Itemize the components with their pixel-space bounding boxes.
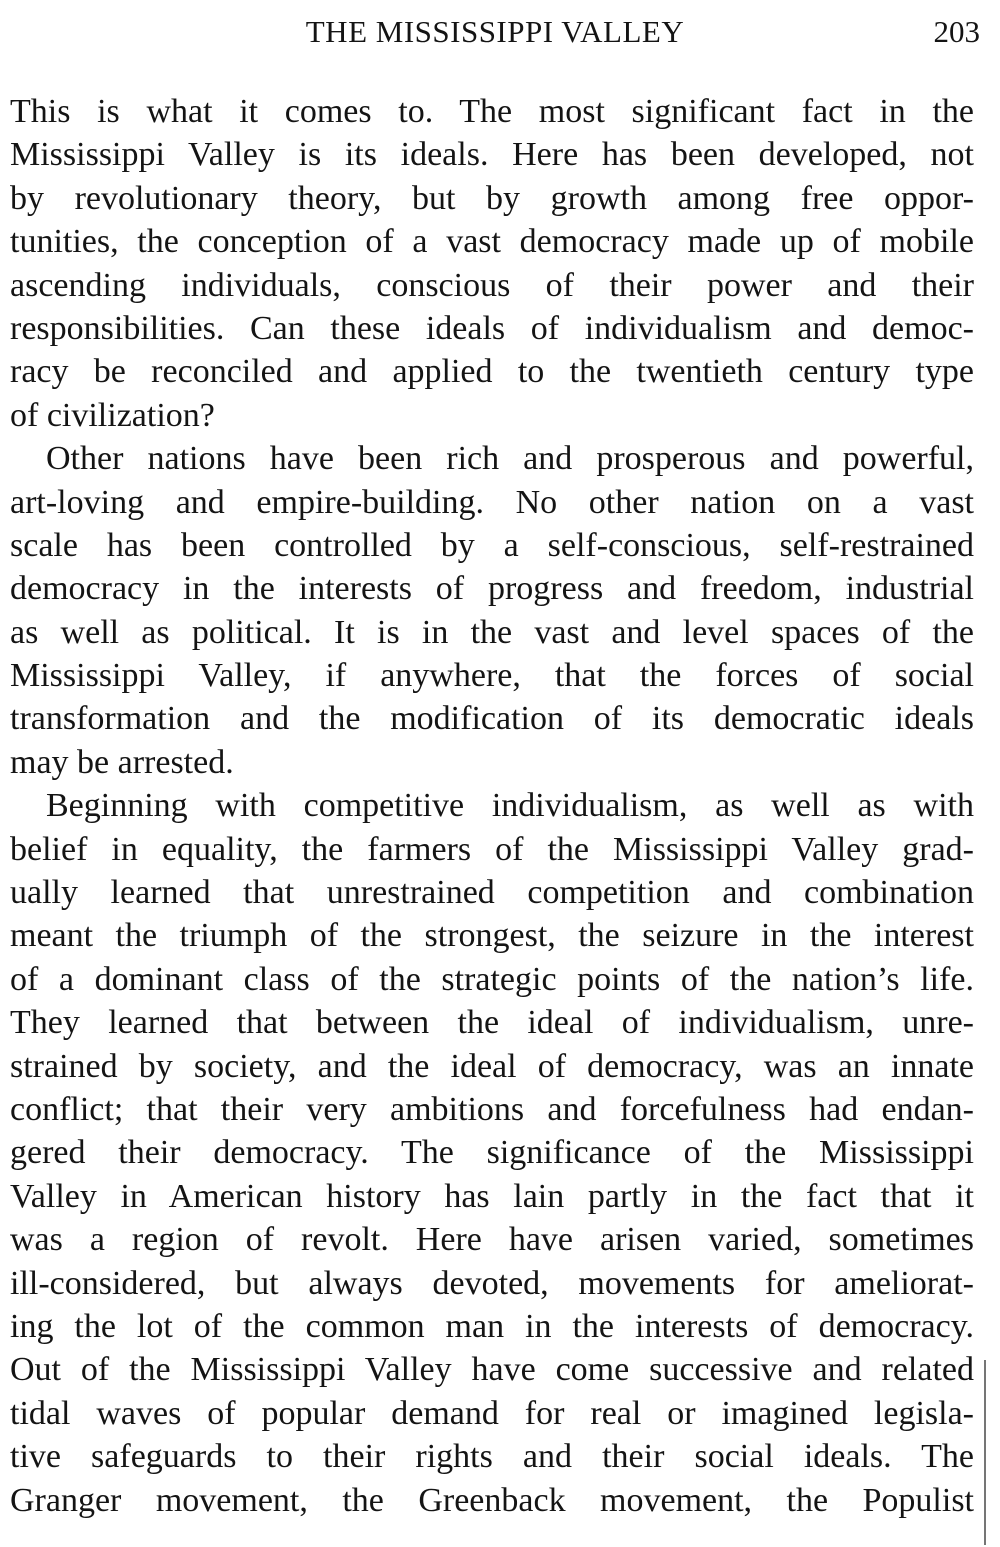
text-line: tunities, the conception of a vast democracy made up of mobile	[10, 223, 974, 261]
text-line: by revolutionary theory, but by growth among free oppor-	[10, 179, 974, 217]
text-line: ing the lot of the common man in the interests of democracy.	[10, 1307, 974, 1345]
text-line: transformation and the modification of its democratic ideals	[10, 700, 974, 738]
body-text	[10, 90, 974, 1522]
text-line: art-loving and empire-building. No other nation on a vast	[10, 483, 974, 521]
text-line: as well as political. It is in the vast and level spaces of the	[10, 613, 974, 651]
text-line: Out of the Mississippi Valley have come successive and related	[10, 1351, 974, 1389]
text-line: scale has been controlled by a self-conscious, self-restrained	[10, 526, 974, 564]
text-line: ill-considered, but always devoted, movements for ameliorat-	[10, 1264, 974, 1302]
text-line: Other nations have been rich and prosperous and powerful,	[46, 440, 974, 478]
text-line: Beginning with competitive individualism, as well as with	[46, 787, 974, 825]
text-line: conflict; that their very ambitions and forcefulness had endan-	[10, 1090, 974, 1128]
text-line: strained by society, and the ideal of democracy, was an innate	[10, 1047, 974, 1085]
text-line: democracy in the interests of progress and freedom, industrial	[10, 570, 974, 608]
text-line: responsibilities. Can these ideals of individualism and democ-	[10, 309, 974, 347]
text-line: Mississippi Valley, if anywhere, that the forces of social	[10, 657, 974, 695]
text-line: gered their democracy. The significance of the Mississippi	[10, 1134, 974, 1172]
text-line: tive safeguards to their rights and their social ideals. The	[10, 1438, 974, 1476]
running-head	[10, 10, 980, 54]
text-line: was a region of revolt. Here have arisen varied, sometimes	[10, 1221, 974, 1259]
text-line: ually learned that unrestrained competition and combination	[10, 874, 974, 912]
text-line: may be arrested.	[10, 743, 234, 781]
text-line: Granger movement, the Greenback movement, the Populist	[10, 1481, 974, 1519]
text-line: of civilization?	[10, 396, 215, 434]
text-line: They learned that between the ideal of individualism, unre-	[10, 1004, 974, 1042]
text-line: of a dominant class of the strategic points of the nation’s life.	[10, 960, 974, 998]
text-line: tidal waves of popular demand for real or imagined legisla-	[10, 1394, 974, 1432]
text-line: ascending individuals, conscious of their power and their	[10, 266, 974, 304]
text-line: Mississippi Valley is its ideals. Here has been developed, not	[10, 136, 974, 174]
text-line: This is what it comes to. The most significant fact in the	[10, 93, 974, 130]
running-title: THE MISSISSIPPI VALLEY	[305, 14, 685, 49]
text-line: meant the triumph of the strongest, the seizure in the interest	[10, 917, 974, 955]
page-number: 203	[933, 14, 980, 49]
margin-scan-line	[984, 1360, 986, 1545]
text-line: racy be reconciled and applied to the twentieth century type	[10, 353, 974, 391]
text-line: belief in equality, the farmers of the Mississippi Valley grad-	[10, 830, 974, 868]
text-line: Valley in American history has lain partly in the fact that it	[10, 1177, 974, 1215]
